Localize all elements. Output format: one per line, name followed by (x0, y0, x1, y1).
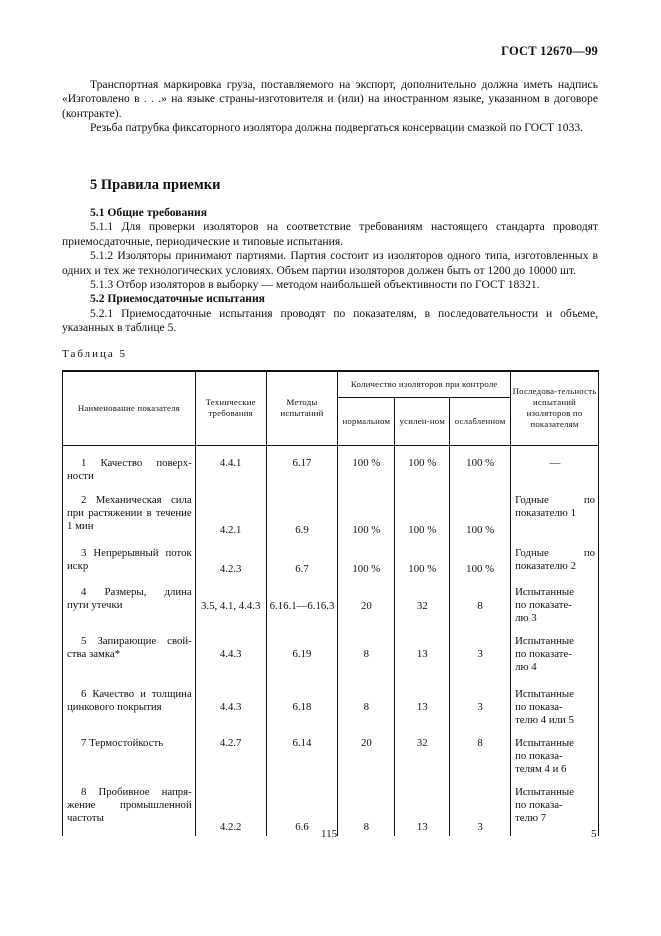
header-quantity: Количество изоляторов при контроле (338, 371, 511, 397)
subsection-5-1-title: 5.1 Общие требования (90, 206, 207, 219)
section-body (62, 206, 598, 336)
indicator-name-line: ства замка* (67, 648, 121, 660)
cell-sequence (511, 445, 599, 486)
cell-normal: 8 (338, 627, 395, 680)
sequence-line: лю 4 (515, 661, 537, 673)
subsection-5-2-title: 5.2 Приемосдаточные испытания (90, 292, 265, 306)
cell-indicator-name (63, 578, 196, 627)
cell-weak: 8 (450, 729, 511, 778)
cell-method: 6.7 (266, 539, 338, 578)
cell-weak: 100 % (450, 539, 511, 578)
indicator-name-line: 7 Термостойкость (81, 737, 164, 749)
indicator-name-line: пути утечки (67, 599, 123, 611)
cell-weak: 8 (450, 578, 511, 627)
cell-normal: 8 (338, 680, 395, 729)
table-row (63, 627, 599, 680)
cell-indicator-name (63, 778, 196, 836)
indicator-name-line: ности (67, 469, 94, 482)
cell-method: 6.17 (266, 445, 338, 486)
header-tech-requirements: Технические требования (195, 371, 266, 445)
cell-method: 6.18 (266, 680, 338, 729)
cell-strict: 32 (395, 578, 450, 627)
cell-tech: 4.2.2 (195, 778, 266, 836)
table-row (63, 729, 599, 778)
cell-indicator-name (63, 627, 196, 680)
sequence-line: телю 4 или 5 (515, 714, 574, 726)
indicator-name-line: 8 Пробивное напря- (81, 786, 192, 798)
cell-sequence (511, 539, 599, 578)
sequence-line: Испытанные (515, 737, 574, 749)
page-number-center: 115 (321, 828, 338, 840)
intro-paragraph-1: Транспортная маркировка груза, поставляемого на экспорт, дополнительно должна иметь надпись «Изготовлено в . . .» на языке страны-изготовителя и (или) на иностранном языке, указанном в договоре (контракте). (62, 78, 598, 120)
cell-weak: 3 (450, 627, 511, 680)
cell-strict: 13 (395, 680, 450, 729)
sequence-line: показателю 2 (515, 560, 576, 572)
table-row (63, 445, 599, 486)
cell-method: 6.19 (266, 627, 338, 680)
header-normal: нормальном (338, 397, 395, 445)
indicator-name-line: 3 Непрерывный поток (81, 547, 192, 559)
cell-strict: 13 (395, 778, 450, 836)
cell-normal: 20 (338, 578, 395, 627)
cell-strict: 100 % (395, 539, 450, 578)
cell-indicator-name (63, 445, 196, 486)
sequence-line: показателю 1 (515, 507, 576, 519)
clause-5-1-1: 5.1.1 Для проверки изоляторов на соответствие требованиям настоящего стандарта проводят приемосдаточные, периодические и типовые испытания. (62, 220, 598, 248)
sequence-line: лю 3 (515, 612, 537, 624)
cell-tech: 4.4.3 (195, 680, 266, 729)
cell-weak: 100 % (450, 445, 511, 486)
cell-sequence (511, 627, 599, 680)
cell-sequence (511, 486, 599, 539)
indicator-name-line: искр (67, 560, 89, 572)
sequence-line: по показате- (515, 599, 572, 611)
sequence-line: по показате- (515, 648, 572, 660)
table-row (63, 680, 599, 729)
sequence-line: Годные по (515, 494, 595, 506)
cell-tech: 4.4.1 (195, 445, 266, 486)
indicator-name-line: частоты (67, 812, 104, 824)
cell-tech: 4.2.1 (195, 486, 266, 539)
clause-5-1-2: 5.1.2 Изоляторы принимают партиями. Партия состоит из изоляторов одного типа, изготовленных в одних и тех же технологических условиях. Объем партии изоляторов должен быть от 1200 до 10000 шт. (62, 249, 598, 277)
sequence-line: по показа- (515, 799, 563, 811)
table-row (63, 539, 599, 578)
sequence-line: Испытанные (515, 635, 574, 647)
header-strict: усилен-ном (395, 397, 450, 445)
cell-method: 6.14 (266, 729, 338, 778)
sequence-line: Испытанные (515, 786, 574, 798)
sequence-line: Годные по (515, 547, 595, 559)
cell-sequence (511, 680, 599, 729)
acceptance-tests-table (62, 370, 599, 836)
cell-indicator-name (63, 680, 196, 729)
sequence-line: — (549, 456, 561, 469)
indicator-name-line: 5 Запирающие свой- (81, 635, 192, 647)
cell-sequence (511, 729, 599, 778)
sequence-line: телю 7 (515, 812, 547, 824)
cell-method: 6.6 (266, 778, 338, 836)
cell-tech: 4.4.3 (195, 627, 266, 680)
section-title: 5 Правила приемки (90, 177, 221, 193)
cell-indicator-name (63, 539, 196, 578)
indicator-name-line: 1 мин (67, 520, 94, 532)
indicator-name-line: при растяжении в течение (67, 507, 192, 519)
cell-weak: 3 (450, 778, 511, 836)
indicator-name-line: 2 Механическая сила (81, 494, 192, 506)
header-indicator-name: Наименование показателя (63, 371, 196, 445)
indicator-name-line: жение промышленной (67, 799, 192, 811)
header-weak: ослабленном (450, 397, 511, 445)
indicator-name-line: 1 Качество поверх- (81, 456, 192, 469)
cell-strict: 32 (395, 729, 450, 778)
cell-tech: 4.2.7 (195, 729, 266, 778)
cell-normal: 8 (338, 778, 395, 836)
sequence-line: по показа- (515, 750, 563, 762)
header-sequence: Последова-тельность испытаний изоляторов по показателям (511, 371, 599, 445)
cell-strict: 13 (395, 627, 450, 680)
cell-sequence (511, 778, 599, 836)
intro-paragraph-2: Резьба патрубка фиксаторного изолятора должна подвергаться консервации смазкой по ГОСТ 1033. (90, 121, 584, 135)
cell-sequence (511, 578, 599, 627)
document-header: ГОСТ 12670—99 (501, 44, 598, 58)
cell-weak: 100 % (450, 486, 511, 539)
cell-strict: 100 % (395, 445, 450, 486)
table-row (63, 578, 599, 627)
cell-tech: 4.2.3 (195, 539, 266, 578)
intro-block (62, 78, 598, 136)
cell-normal: 100 % (338, 539, 395, 578)
indicator-name-line: 4 Размеры, длина (81, 586, 192, 598)
clause-5-1-3: 5.1.3 Отбор изоляторов в выборку — методом наибольшей объективности по ГОСТ 18321. (90, 278, 540, 292)
cell-method: 6.16.1—6.16.3 (266, 578, 338, 627)
cell-method: 6.9 (266, 486, 338, 539)
indicator-name-line: 6 Качество и толщина (81, 688, 192, 700)
sequence-line: по показа- (515, 701, 563, 713)
cell-strict: 100 % (395, 486, 450, 539)
cell-tech: 3.5, 4.1, 4.4.3 (195, 578, 266, 627)
cell-indicator-name (63, 486, 196, 539)
cell-normal: 100 % (338, 445, 395, 486)
sequence-line: Испытанные (515, 586, 574, 598)
cell-normal: 100 % (338, 486, 395, 539)
header-test-methods: Методы испытаний (266, 371, 338, 445)
sequence-line: телям 4 и 6 (515, 763, 567, 775)
table-caption: Таблица 5 (62, 348, 128, 360)
page-number-right: 5 (591, 828, 597, 840)
sequence-line: Испытанные (515, 688, 574, 700)
cell-indicator-name (63, 729, 196, 778)
clause-5-2-1: 5.2.1 Приемосдаточные испытания проводят по показателям, в последовательности и объеме, указанных в таблице 5. (62, 306, 598, 335)
cell-normal: 20 (338, 729, 395, 778)
table-row (63, 486, 599, 539)
indicator-name-line: цинкового покрытия (67, 701, 162, 713)
cell-weak: 3 (450, 680, 511, 729)
